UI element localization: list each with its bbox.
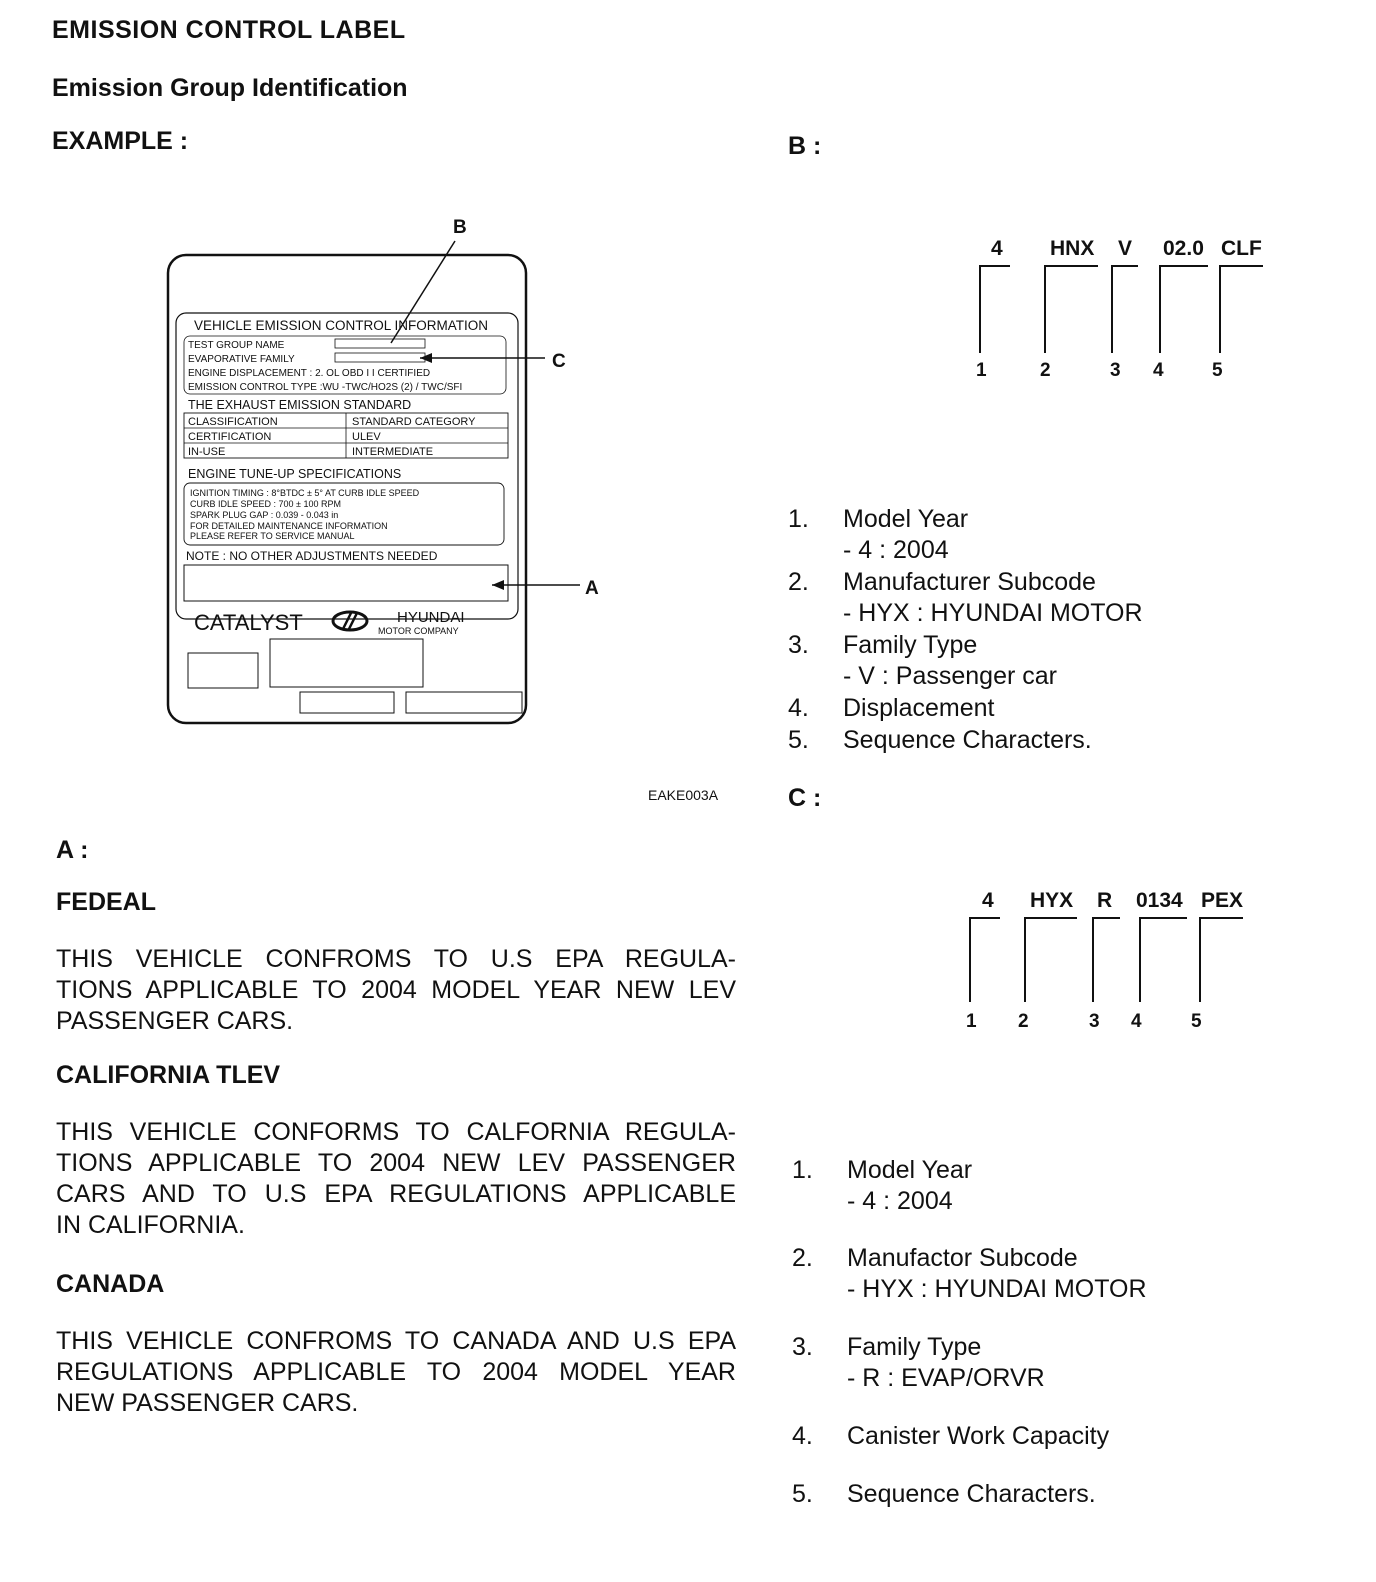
canada-title: CANADA (56, 1270, 165, 1298)
code-c-position: 1 (966, 1011, 977, 1032)
catalyst-text: CATALYST (194, 610, 303, 635)
code-b-part: HNX (1050, 237, 1095, 260)
brand-subtitle: MOTOR COMPANY (378, 626, 459, 636)
tuneup-line: FOR DETAILED MAINTENANCE INFORMATION (190, 521, 388, 531)
code-b-brackets (970, 258, 1270, 358)
code-b-part: 02.0 (1163, 237, 1204, 260)
exhaust-cell: INTERMEDIATE (352, 446, 434, 458)
section-b-heading: B : (788, 132, 822, 160)
code-c-position: 3 (1089, 1011, 1100, 1032)
page-title: EMISSION CONTROL LABEL (52, 16, 406, 44)
code-c-part: 4 (982, 889, 994, 912)
page-subtitle: Emission Group Identification (52, 74, 408, 102)
code-c-part: PEX (1201, 889, 1244, 912)
canada-text: THIS VEHICLE CONFROMS TO CANADA AND U.S EPA REGULATIONS APPLICABLE TO 2004 MODEL YEAR NEW PASSENGER CARS. (56, 1327, 736, 1417)
california-text: THIS VEHICLE CONFORMS TO CALFORNIA REGULA- TIONS APPLICABLE TO 2004 NEW LEV PASSENGER CARS AND TO U.S EPA REGULATIONS APPLICABLE IN CALIFORNIA. (56, 1118, 736, 1239)
exhaust-heading: THE EXHAUST EMISSION STANDARD (188, 398, 412, 412)
label-row: EVAPORATIVE FAMILY (188, 354, 295, 365)
emission-label-figure (150, 205, 750, 735)
tuneup-line: PLEASE REFER TO SERVICE MANUAL (190, 531, 355, 541)
fedeal-title: FEDEAL (56, 888, 156, 916)
code-b-part: V (1118, 237, 1133, 260)
tuneup-line: IGNITION TIMING : 8°BTDC ± 5° AT CURB IDLE SPEED (190, 488, 420, 498)
exhaust-cell: STANDARD CATEGORY (352, 416, 476, 428)
code-b-part: CLF (1221, 237, 1262, 260)
label-row: TEST GROUP NAME (188, 340, 285, 351)
section-b-list: 1. Model Year - 4 : 2004 2. Manufacturer Subcode - HYX : HYUNDAI MOTOR 3. Family Type - V : Passenger car 4. Displacement 5. Sequence Characters. (788, 505, 1143, 754)
tuneup-heading: ENGINE TUNE-UP SPECIFICATIONS (188, 467, 402, 481)
code-c-position: 4 (1131, 1011, 1142, 1032)
callout-b: B (453, 217, 467, 238)
exhaust-cell: CERTIFICATION (188, 431, 272, 443)
fedeal-text: THIS VEHICLE CONFROMS TO U.S EPA REGULA- TIONS APPLICABLE TO 2004 MODEL YEAR NEW LEV PASSENGER CARS. (56, 945, 736, 1035)
exhaust-cell: ULEV (352, 431, 381, 443)
code-b-position: 3 (1110, 360, 1121, 381)
exhaust-cell: IN-USE (188, 446, 226, 458)
code-c-part: R (1097, 889, 1113, 912)
code-c-position: 5 (1191, 1011, 1202, 1032)
section-a-heading: A : (56, 836, 89, 864)
code-b-position: 4 (1153, 360, 1164, 381)
code-b-position: 1 (976, 360, 987, 381)
label-row: ENGINE DISPLACEMENT : 2. OL OBD I I CERTIFIED (188, 368, 431, 379)
figure-caption: EAKE003A (648, 787, 719, 803)
hyundai-logo-icon (333, 612, 367, 630)
code-c-part: HYX (1030, 889, 1074, 912)
brand-name: HYUNDAI (397, 609, 465, 626)
section-c-list: 1. Model Year - 4 : 2004 2. Manufactor Subcode - HYX : HYUNDAI MOTOR 3. Family Type - R : EVAP/ORVR 4. Canister Work Capacity 5. Sequence Characters. (792, 1156, 1147, 1508)
label-note: NOTE : NO OTHER ADJUSTMENTS NEEDED (186, 549, 438, 563)
code-b-position: 5 (1212, 360, 1223, 381)
california-title: CALIFORNIA TLEV (56, 1061, 281, 1089)
tuneup-line: SPARK PLUG GAP : 0.039 - 0.043 in (190, 510, 339, 520)
tuneup-line: CURB IDLE SPEED : 700 ± 100 RPM (190, 499, 341, 509)
code-c-brackets (960, 910, 1260, 1010)
code-b-position: 2 (1040, 360, 1051, 381)
code-b-part: 4 (991, 237, 1003, 260)
code-c-position: 2 (1018, 1011, 1029, 1032)
exhaust-cell: CLASSIFICATION (188, 416, 278, 428)
section-c-heading: C : (788, 784, 822, 812)
callout-a: A (585, 578, 599, 599)
label-heading: VEHICLE EMISSION CONTROL INFORMATION (194, 318, 489, 333)
label-row: EMISSION CONTROL TYPE :WU -TWC/HO2S (2) / TWC/SFI (188, 382, 463, 393)
example-heading: EXAMPLE : (52, 127, 189, 155)
code-c-part: 0134 (1136, 889, 1183, 912)
callout-c: C (552, 351, 566, 372)
